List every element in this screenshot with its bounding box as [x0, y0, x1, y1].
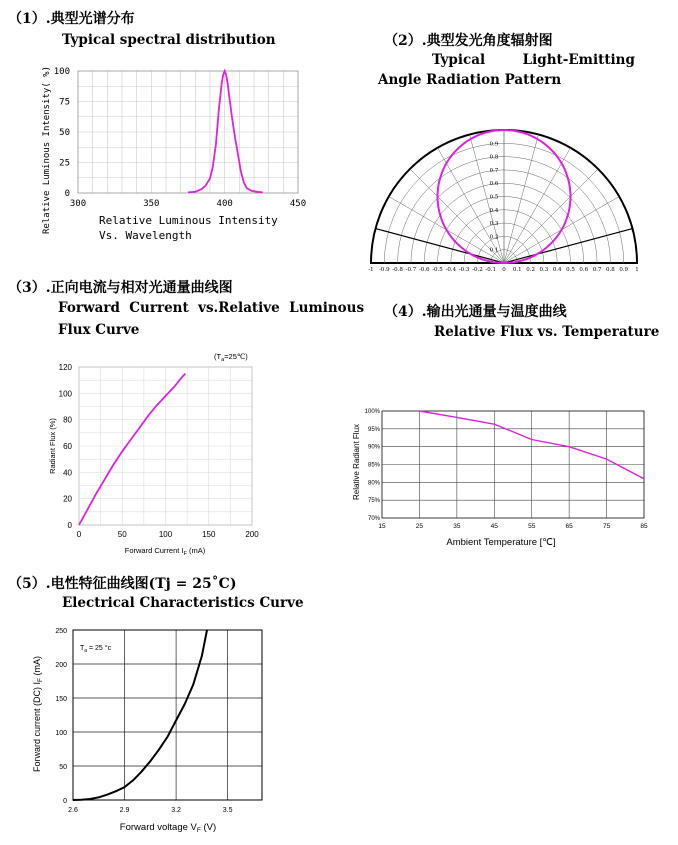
forward-current-y-tick-label: 0: [67, 521, 72, 530]
radiation-x-tick-label: 0.2: [526, 267, 535, 273]
iv-y-tick-label: 100: [55, 730, 67, 737]
forward-current-y-axis-label: Radiant Flux (%): [48, 418, 57, 474]
iv-x-tick-label: 3.5: [222, 807, 233, 814]
forward-current-x-tick-label: 50: [117, 530, 127, 539]
radiation-x-tick-label: -0.1: [485, 267, 497, 273]
forward-current-y-tick-label: 20: [63, 494, 72, 504]
iv-y-tick-label: 50: [59, 764, 67, 771]
radiation-grid-spoke: [438, 148, 505, 263]
iv-x-tick-label: 2.6: [68, 807, 78, 814]
radiation-radial-label: 0.9: [489, 141, 499, 148]
radiation-x-tick-label: 0.9: [619, 267, 629, 273]
radiation-x-tick-label: 0.5: [566, 267, 575, 273]
radiation-grid-spoke: [470, 135, 504, 263]
radiation-x-tick-label: 1: [635, 267, 639, 273]
temperature-y-tick-label: 90%: [367, 444, 380, 451]
iv-y-tick-label: 250: [55, 628, 67, 635]
iv-y-axis-label: Forward current (DC) $I_F$ (mA): [32, 656, 44, 772]
radiation-x-tick-label: 0.7: [592, 267, 602, 273]
radiation-radial-label: 0.7: [489, 167, 499, 174]
radiation-x-tick-label: -0.6: [418, 267, 430, 273]
temperature-y-tick-label: 70%: [367, 516, 380, 522]
radiation-x-tick-label: -0.8: [392, 267, 403, 273]
section-1-heading: （1）.典型光谱分布: [8, 11, 135, 27]
forward-current-y-tick-label: 60: [63, 442, 72, 451]
iv-x-tick-label: 2.9: [119, 807, 130, 814]
temperature-x-tick-label: 55: [528, 523, 536, 530]
radiation-x-tick-label: 0.6: [579, 267, 589, 273]
temperature-x-tick-label: 75: [602, 523, 611, 530]
forward-current-condition: $(T_a=25℃)$: [214, 352, 248, 363]
section-2-heading: （2）.典型发光角度辐射图: [384, 33, 553, 49]
temperature-x-axis-label: Ambient Temperature [℃]: [446, 537, 556, 548]
iv-x-axis-label: Forward voltage $V_F$ (V): [119, 822, 217, 834]
forward-current-x-tick-label: 150: [202, 530, 216, 539]
spectral-y-tick-label: 100: [53, 67, 70, 77]
spectral-caption-line2: Vs. Wavelength: [99, 229, 192, 242]
radiation-x-tick-label: 0: [502, 267, 506, 273]
radiation-x-tick-label: -0.5: [432, 267, 443, 273]
section-2-subtitle-line2: Angle Radiation Pattern: [378, 72, 562, 88]
section-1-subtitle: Typical spectral distribution: [62, 32, 276, 48]
radiation-x-tick-label: 0.4: [552, 267, 562, 273]
temperature-x-tick-label: 45: [490, 523, 498, 530]
forward-current-series-line: [79, 374, 185, 525]
forward-current-y-tick-label: 100: [58, 389, 72, 399]
radiation-grid-spoke: [504, 229, 632, 263]
temperature-x-tick-label: 85: [640, 523, 648, 530]
radiation-grid-spoke: [376, 229, 504, 263]
temperature-y-axis-label: Relative Radiant Flux: [352, 423, 361, 501]
section-3-subtitle-line2: Flux Curve: [58, 322, 140, 338]
forward-current-x-tick-label: 200: [245, 530, 259, 539]
spectral-caption-line1: Relative Luminous Intensity: [99, 214, 278, 227]
spectral-x-tick-label: 450: [289, 199, 307, 209]
radiation-x-tick-label: 0.3: [539, 267, 549, 273]
iv-condition: $T_a = 25$ °c: [80, 645, 112, 654]
forward-current-x-axis-label: Forward Current $I_F$ (mA): [124, 546, 206, 557]
spectral-y-axis-label: Relative Luminous Intensity( %): [42, 66, 52, 234]
temperature-x-tick-label: 25: [415, 523, 424, 530]
radiation-grid-spoke: [504, 148, 571, 263]
temperature-y-tick-label: 80%: [367, 480, 380, 487]
section-4-heading: （4）.输出光通量与温度曲线: [384, 304, 567, 320]
temperature-x-tick-label: 65: [565, 523, 573, 530]
temperature-x-tick-label: 15: [378, 523, 386, 530]
radiation-x-tick-label: 0.1: [512, 267, 522, 273]
temperature-y-tick-label: 100%: [364, 409, 380, 415]
radiation-radial-label: 0.4: [489, 207, 499, 214]
radiation-radial-label: 0.3: [489, 221, 499, 228]
iv-y-tick-label: 150: [55, 696, 67, 703]
spectral-x-tick-label: 400: [216, 199, 233, 209]
radiation-x-tick-label: -0.7: [405, 267, 417, 273]
radiation-radial-label: 0.1: [489, 247, 499, 254]
section-3-subtitle-line1: Forward Current vs.Relative Luminous: [58, 300, 365, 316]
section-4-subtitle: Relative Flux vs. Temperature: [434, 324, 660, 340]
spectral-y-tick-label: 75: [59, 97, 70, 108]
spectral-x-tick-label: 350: [143, 199, 160, 209]
temperature-y-tick-label: 75%: [367, 498, 380, 505]
radiation-x-tick-label: -0.4: [445, 267, 457, 273]
radiation-x-tick-label: -0.2: [472, 267, 483, 273]
radiation-radial-label: 0.8: [489, 154, 499, 161]
spectral-y-tick-label: 25: [59, 158, 70, 169]
iv-series-line: [73, 630, 207, 800]
radiation-grid-spoke: [504, 135, 538, 263]
iv-x-tick-label: 3.2: [171, 807, 181, 814]
forward-current-y-tick-label: 120: [58, 363, 72, 372]
forward-current-x-tick-label: 100: [158, 530, 173, 539]
temperature-y-tick-label: 85%: [367, 462, 380, 469]
radiation-radial-label: 0.6: [489, 181, 499, 188]
section-2-subtitle-line1: Typical Light-Emitting: [432, 52, 635, 68]
section-3-heading: （3）.正向电流与相对光通量曲线图: [8, 280, 233, 296]
spectral-y-tick-label: 0: [64, 189, 70, 199]
forward-current-x-tick-label: 0: [76, 530, 82, 539]
radiation-x-tick-label: 0.8: [606, 267, 615, 273]
iv-y-tick-label: 0: [63, 798, 67, 805]
radiation-radial-label: 0.2: [489, 234, 499, 241]
radiation-x-tick-label: -1: [368, 267, 374, 273]
radiation-x-tick-label: -0.3: [458, 267, 470, 273]
forward-current-y-tick-label: 40: [63, 468, 72, 478]
temperature-y-tick-label: 95%: [367, 426, 380, 433]
spectral-x-tick-label: 300: [69, 199, 87, 209]
iv-y-tick-label: 200: [55, 662, 67, 669]
forward-current-y-tick-label: 80: [63, 415, 72, 425]
spectral-y-tick-label: 50: [59, 128, 70, 138]
radiation-radial-label: 0.5: [489, 194, 499, 201]
radiation-grid-spoke: [504, 169, 598, 263]
iv-plot-frame: [73, 630, 262, 800]
radiation-x-tick-label: -0.9: [378, 267, 390, 273]
section-5-subtitle: Electrical Characteristics Curve: [62, 595, 304, 611]
temperature-x-tick-label: 35: [453, 523, 461, 530]
section-5-heading: （5）.电性特征曲线图(Tj = 25˚C): [8, 576, 237, 592]
